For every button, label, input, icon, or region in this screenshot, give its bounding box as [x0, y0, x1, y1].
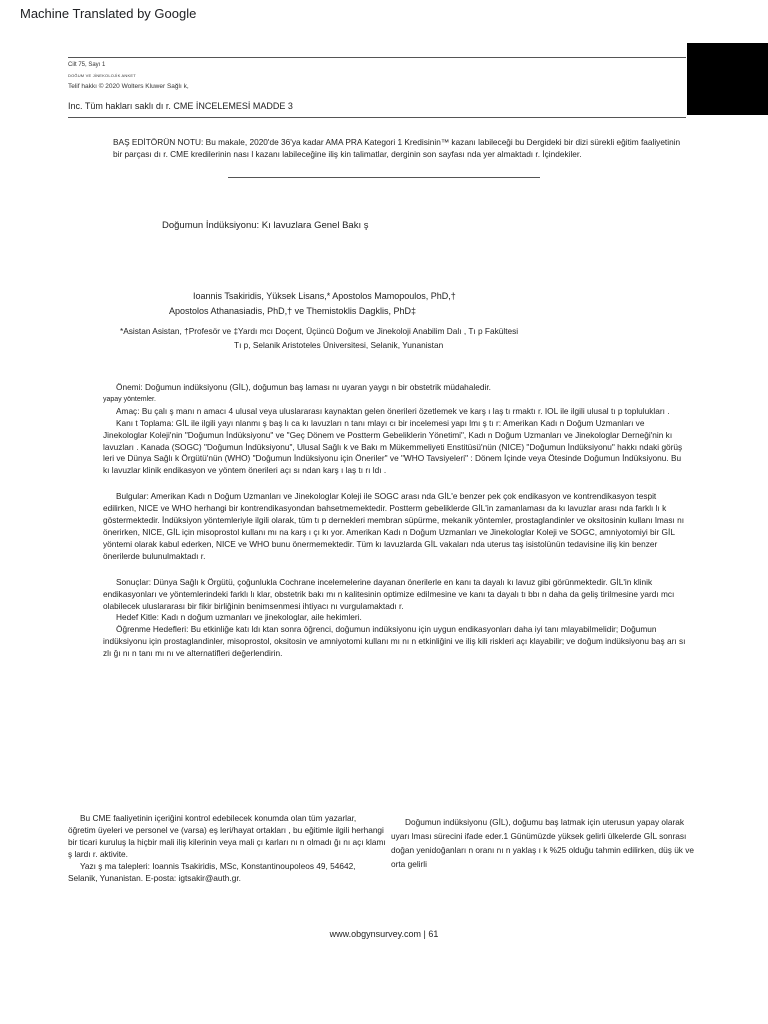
introduction-paragraph: Doğumun indüksiyonu (GİL), doğumu baş latmak için uterusun yapay olarak uyarı lması sürecini ifade eder.1 Günümüzde yüksek gelirli ülkelerde GİL sonrası doğan yenidoğanları n oranı nı n yaklaş ı k %25 olduğu tahmin edilirken, düş ük ve orta gelirli	[391, 817, 695, 869]
header-bottom-rule	[68, 117, 686, 118]
copyright-line: Telif hakkı © 2020 Wolters Kluwer Sağlı k,	[68, 83, 189, 90]
abstract-learning-objectives: Öğrenme Hedefleri: Bu etkinliğe katı ldı ktan sonra öğrenci, doğumun indüksiyonu için uygun endikasyonları daha iyi tanı mlayabilmelidir; Doğumun indüksiyonu için prostaglandinler, misoprostol, oksitosin ve amniyotomi kullanı mı nı n etkinliğini ve iliş kili riskleri açı klayabilir; ve doğum indüksiyonu baş arı sı zlı ğı nı n tanı mı nı ve alternatifleri değerlendirin.	[103, 624, 686, 659]
abstract-importance-tail: yapay yöntemler.	[103, 395, 156, 403]
abstract-evidence: Kanı t Toplama: GİL ile ilgili yayı nlanmı ş baş lı ca kı lavuzları n tanı mlayı cı bir incelemesi yapı lmı ş tı r: Amerikan Kadı n Doğum Uzmanları ve Jinekologlar Koleji'nin "Doğumun İndüksiyonu" ve "Geç Dönem ve Postterm Gebeliklerin Yönetimi", Kadı n Doğum Uzmanları ve Jinekologlar Derneği'nin kı lavuzları . Kanada (SOGC) "Doğumun İndüksiyonu", Ulusal Sağlı k ve Bakı m Mükemmeliyeti Enstitüsü'nün (NICE) "Doğumun İndüksiyonu" hakkı ndaki görüş leri ve Dünya Sağlı k Örgütü'nün (WHO) "Doğumun İndüksiyonu için Öneriler" ve "WHO Tavsiyeleri" : Dönem İçinde veya Ötesinde Doğumun İndüksiyonu. Bu kı lavuzlar klinik endikasyon ve yöntem önerileri açı sı ndan karş ı laş tı rı ldı .	[103, 417, 683, 476]
article-title: Doğumun İndüksiyonu: Kı lavuzlara Genel Bakı ş	[162, 220, 369, 231]
editor-note: BAŞ EDİTÖRÜN NOTU: Bu makale, 2020'de 36'ya kadar AMA PRA Kategori 1 Kredisinin™ kazanı labileceği bu Dergideki bir dizi sürekli eğitim faaliyetinin bir parçası dı r. CME kredilerinin nası l kazanı labileceğine iliş kin talimatlar, derginin son sayfası nda yer almaktadı r. İçindekiler.	[113, 137, 681, 159]
disclosure-text: Bu CME faaliyetinin içeriğini kontrol edebilecek konumda olan tüm yazarlar, öğretim üyeleri ve personel ve (varsa) eş leri/hayat ortakları , bu eğitimle ilgili herhangi bir ticari kuruluş la hiçbir mali iliş kilerinin veya mali çı karları nı n olmadı ğı nı açı klamı ş lardı r. aktivite.	[68, 813, 386, 859]
machine-translated-banner: Machine Translated by Google	[20, 6, 197, 21]
abstract-objective: Amaç: Bu çalı ş manı n amacı 4 ulusal veya uluslararası kaynaktan gelen önerileri özetlemek ve karş ı laş tı rmaktı r. IOL ile ilgili ulusal tı p toplulukları .	[116, 405, 670, 416]
abstract-results: Bulgular: Amerikan Kadı n Doğum Uzmanları ve Jinekologlar Koleji ile SOGC arası nda GİL'e benzer pek çok endikasyon ve kontrendikasyon tespit edilirken, NICE ve WHO herhangi bir kontrendikasyondan bahsetmemektedir. Postterm gebeliklerde GİL'in zamanlaması da kı lavuzlar arası nda farklı lı k göstermektedir. İndüksiyon yöntemleriyle ilgili olarak, tüm tı p dernekleri membran süpürme, mekanik yöntemler, prostaglandinler ve oksitosinin kullanı lması nı önerirken, NICE, GİL için misoprostol kullanı mı na karş ı çı kı yor. Amerikan Kadı n Doğum Uzmanları ve Jinekologlar Koleji ve SOGC, amniyotomiyi bir GİL yöntemi olarak kabul ederken, NICE ve WHO bunu önermemektedir. Tüm kı lavuzlarda GİL vakaları nda uterus taş isistolünün tedavisine iliş kin benzer önerilerde bulunulmaktadı r.	[103, 491, 685, 561]
abstract-target-audience: Hedef Kitle: Kadı n doğum uzmanları ve jinekologlar, aile hekimleri.	[116, 612, 362, 623]
abstract	[103, 382, 688, 660]
redaction-block	[687, 43, 768, 115]
authors-line-2: Apostolos Athanasiadis, PhD,† ve Themistoklis Dagklis, PhD‡	[169, 306, 416, 316]
abstract-conclusions: Sonuçlar: Dünya Sağlı k Örgütü, çoğunlukla Cochrane incelemelerine dayanan önerilerle en kanı ta dayalı kı lavuz gibi görünmektedir. GİL'in klinik endikasyonları ve yöntemlerindeki farklı lı klar, obstetrik bakı mı n kalitesinin optimize edilmesine ve kanı ta dayalı tı bbı n daha da geliş tirilmesine yardı mcı olabilecek uluslararası bir fikir birliğinin benimsenmesi ihtiyacı nı vurgulamaktadı r.	[103, 576, 675, 611]
affiliation-line-1: *Asistan Asistan, †Profesör ve ‡Yardı mcı Doçent, Üçüncü Doğum ve Jinekoloji Anabilim Dalı , Tı p Fakültesi	[120, 326, 519, 336]
body-text-column	[391, 815, 703, 871]
affiliation-line-2: Tı p, Selanik Aristoteles Üniversitesi, Selanik, Yunanistan	[234, 340, 444, 350]
journal-name: DOĞUM VE JİNEKOLOJİK ANKET	[68, 73, 136, 78]
header-top-rule	[68, 57, 686, 58]
disclosure-footnote	[68, 813, 386, 884]
abstract-importance: Önemi: Doğumun indüksiyonu (GİL), doğumun baş laması nı uyaran yaygı n bir obstetrik müdahaledir.	[116, 382, 491, 392]
rights-line: Inc. Tüm hakları saklı dı r. CME İNCELEMESİ MADDE 3	[68, 101, 293, 111]
correspondence-text: Yazı ş ma talepleri: Ioannis Tsakiridis, MSc, Konstantinoupoleos 49, 54642, Selanik, Yunanistan. E-posta: igtsakir@auth.gr.	[68, 860, 356, 883]
page-footer: www.obgynsurvey.com | 61	[329, 929, 439, 939]
editor-note-rule	[228, 177, 540, 178]
journal-volume: Cilt 75, Sayı 1	[68, 62, 106, 68]
authors-line-1: Ioannis Tsakiridis, Yüksek Lisans,* Apostolos Mamopoulos, PhD,†	[193, 291, 456, 301]
